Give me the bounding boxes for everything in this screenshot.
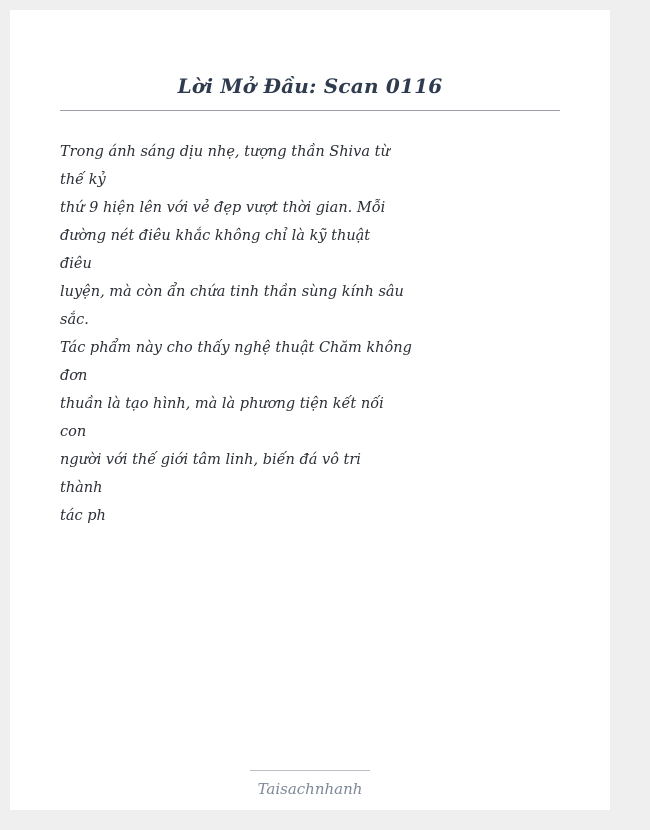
text-line: thế kỷ	[60, 172, 106, 188]
text-line: Tác phẩm này cho thấy nghệ thuật Chăm không	[60, 340, 412, 356]
text-line: thứ 9 hiện lên với vẻ đẹp vượt thời gian. Mỗi	[60, 200, 386, 216]
text-line: người với thế giới tâm linh, biến đá vô tri	[60, 452, 361, 468]
page-title: Lời Mở Đầu: Scan 0116	[177, 74, 443, 98]
footer-text: Taisachnhanh	[257, 780, 363, 798]
text-line: tác ph	[60, 508, 106, 524]
body-text	[60, 138, 412, 530]
text-line: con	[60, 424, 87, 440]
text-line: thuần là tạo hình, mà là phương tiện kết nối	[60, 396, 384, 412]
text-line: sắc.	[60, 312, 89, 328]
title-divider	[60, 110, 560, 111]
text-line: thành	[60, 480, 103, 496]
text-line: luyện, mà còn ẩn chứa tinh thần sùng kính sâu	[60, 284, 404, 300]
footer-divider	[250, 770, 370, 771]
text-line: Trong ánh sáng dịu nhẹ, tượng thần Shiva từ	[60, 144, 390, 160]
document-page	[10, 10, 610, 810]
text-line: đơn	[60, 368, 88, 384]
text-line: điêu	[60, 256, 92, 272]
text-line: đường nét điêu khắc không chỉ là kỹ thuật	[60, 228, 371, 244]
